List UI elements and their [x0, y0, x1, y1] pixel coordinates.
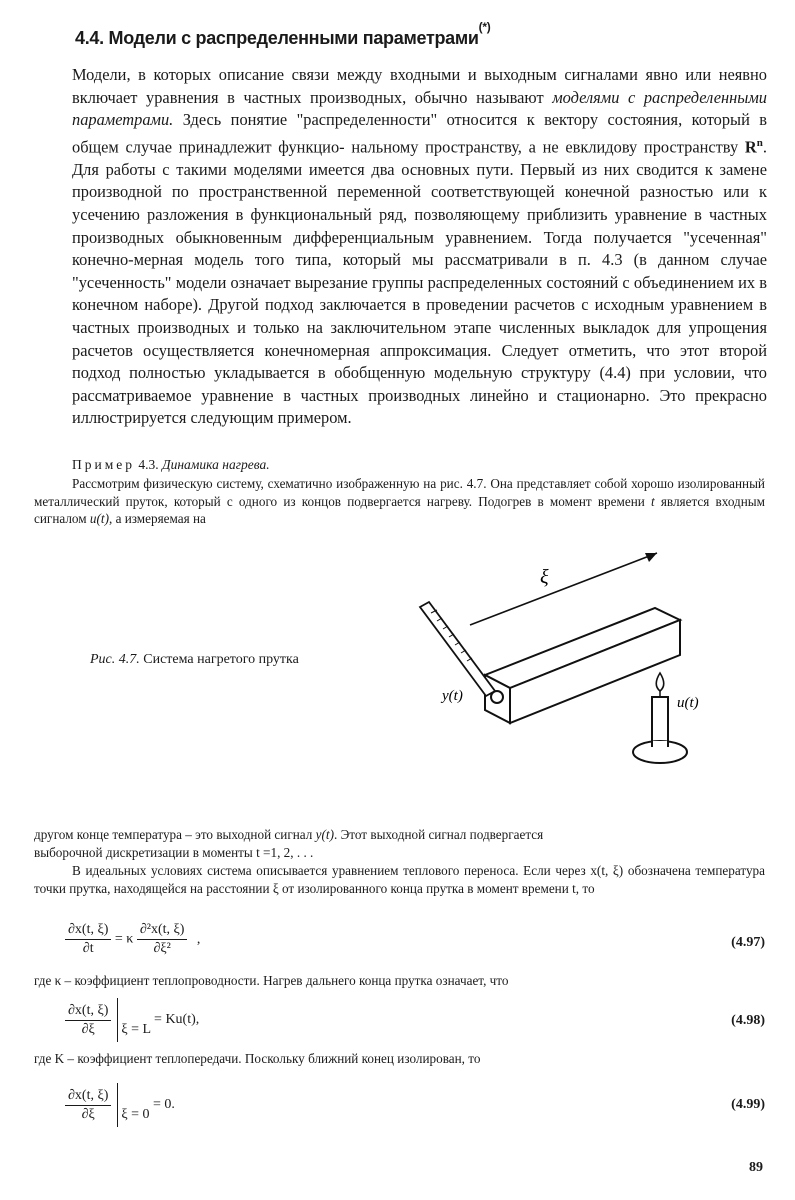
example-heading: [72, 457, 270, 473]
example-title: Динамика нагрева.: [162, 457, 270, 472]
after-figure-text: [34, 826, 765, 861]
intro-n: n: [756, 136, 763, 149]
eq97-den2: ∂ξ²: [153, 941, 171, 956]
eq97-label: (4.97): [731, 935, 765, 950]
example-text: [34, 475, 765, 528]
section-heading: [75, 20, 491, 49]
eq98-cond: ξ = L: [121, 1022, 151, 1038]
intro-line3-em: моделями с распределенными параметрами.: [72, 87, 767, 130]
figure-caption: [90, 652, 299, 668]
eq98-den: ∂ξ: [81, 1021, 95, 1037]
example-u: u(t): [89, 511, 109, 526]
u-label: u(t): [677, 695, 699, 711]
eq99-num: ∂x(t, ξ): [65, 1088, 111, 1106]
eq98-rhs: = Ku(t),: [154, 1012, 200, 1028]
intro-line5a: нальному пространству, а не евклидову пространству: [351, 137, 745, 157]
eq97-num2: ∂²x(t, ξ): [137, 922, 188, 940]
intro-line2: явно или неявно включает уравнения в частных производных, обычно называют: [72, 65, 767, 107]
caption-number: Рис. 4.7.: [90, 652, 140, 667]
after-p2: В идеальных условиях система описывается уравнением теплового переноса. Если через x(t, ξ) обозначена температура точки прутка, находящейся на расстоянии ξ от изолированного конца прутка в момент времени t, то: [34, 863, 765, 896]
after-paragraph-2: [34, 862, 765, 897]
eq99-rhs: = 0.: [153, 1097, 175, 1113]
text-after-4-98: где K – коэффициент теплопередачи. Поскольку ближний конец изолирован, то: [34, 1051, 481, 1066]
candle: [633, 673, 687, 763]
heading-text: 4.4. Модели с распределенными параметрами: [75, 28, 479, 48]
equation-4-99: [65, 1083, 175, 1127]
figure-drawing: [415, 545, 715, 775]
heading-mark: (*): [478, 20, 491, 34]
intro-rest: моделями имеется два основных пути. Первый из них сводится к замене производной по пространственной переменной соответствующей конечной разностью или к усечению разложения в функциональный ряд, позволяющему приблизить уравнение в частных производных обыкновенным дифференциальным уравнением. Тогда получается "усеченная" конечно-мерная модель того типа, который мы рассматривали в п. 4.3 (в данном случае "усеченность" модели означает вырезание группы распределенных состояний с объединением их в конечном наборе). Другой подход заключается в проведении расчетов с исходным уравнением в частных производных и только на заключительном этапе численных выкладок для упрощения расчетов осуществляется конечномерная аппроксимация. Следует отметить, что этот второй подход полностью укладывается в обобщенную модельную структуру (4.4) при условии, что рассматриваемое уравнение в частных производных линейно и стационарно. Это прекрасно иллюстрируется следующим примером.: [72, 159, 767, 428]
intro-line1: Модели, в которых описание связи между входными и выходным сигналами: [72, 65, 638, 84]
example-label: Пример: [72, 457, 136, 472]
example-text-a: Рассмотрим физическую систему, схематично изображенную на рис. 4.7. Она представляет собой хорошо изолированный металлический пруток, который с одного из концов подвергается нагреву. Подогрев в момент времени: [34, 476, 765, 509]
example-text-b: является входным сигналом: [34, 493, 765, 526]
example-text-c: , а измеряемая на: [108, 511, 206, 526]
heated-rod-figure: [415, 545, 715, 775]
eq97-num1: ∂x(t, ξ): [65, 922, 111, 940]
thermometer: [420, 602, 495, 696]
eq97-eq: = κ: [114, 931, 134, 947]
after-line1b: . Этот выходной сигнал подвергается: [333, 827, 544, 842]
intro-line5b: . Для работы с такими: [72, 137, 767, 179]
after-line2: выборочной дискретизации в моменты t =1, 2, . . .: [34, 844, 314, 860]
eq97-den1: ∂t: [82, 941, 94, 956]
intro-line4: относится к вектору состояния, который в общем случае принадлежит функцио-: [72, 110, 767, 157]
eq99-den: ∂ξ: [81, 1106, 95, 1122]
intro-R: R: [744, 137, 757, 157]
caption-text: Система нагретого прутка: [143, 652, 299, 667]
eq99-label: (4.99): [731, 1097, 765, 1112]
text-after-4-97: где κ – коэффициент теплопроводности. Нагрев дальнего конца прутка означает, что: [34, 973, 509, 988]
equation-4-98: [65, 998, 199, 1042]
eq98-num: ∂x(t, ξ): [65, 1003, 111, 1021]
after-y: y(t): [315, 827, 334, 842]
after-line1a: другом конце температура – это выходной сигнал: [34, 827, 316, 842]
equation-4-97: [65, 922, 200, 957]
eq98-label: (4.98): [731, 1013, 765, 1028]
xi-label: ξ: [540, 566, 549, 588]
example-t: t: [651, 493, 655, 509]
y-label: y(t): [442, 688, 463, 704]
eq97-tail: ,: [196, 931, 201, 947]
xi-arrow: [470, 553, 657, 625]
eq99-cond: ξ = 0: [121, 1107, 150, 1123]
example-number: 4.3.: [138, 457, 159, 472]
intro-paragraph: [72, 64, 767, 430]
page-number: 89: [749, 1160, 763, 1175]
intro-line3-rest: Здесь понятие "распределенности": [173, 110, 438, 130]
